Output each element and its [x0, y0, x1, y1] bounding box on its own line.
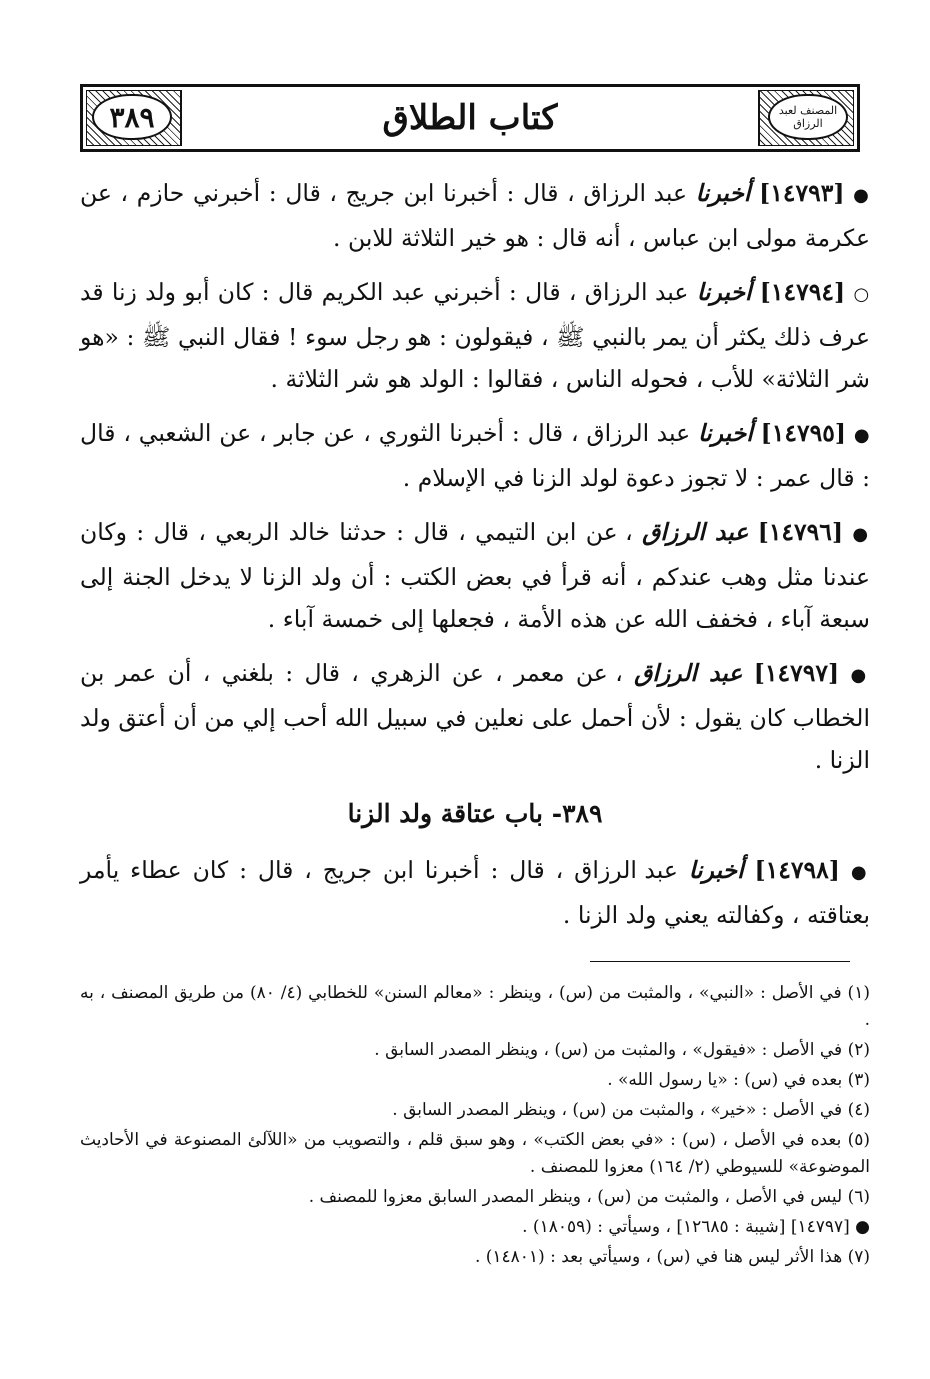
entry-text: عبد الرزاق ، قال : أخبرنا ابن جريج ، قال : أخبرني حازم ، عن عكرمة مولى ابن عباس ، أنه قال : هو خير الثلاثة للابن . [80, 179, 870, 252]
footnotes [80, 980, 870, 1274]
entry-number: [١٤٧٩٣] [759, 179, 845, 207]
entry-text: عبد الرزاق ، قال : أخبرني عبد الكريم قال : كان أبو ولد زنا قد عرف ذلك يكثر أن يمر بالنبي ﷺ ، فيقولون : هو رجل سوء ! فقال النبي ﷺ : «هو شر الثلاثة» للأب ، فحوله الناس ، فقالوا : الولد هو شر الثلاثة . [80, 278, 870, 393]
hadith-entry [80, 849, 870, 936]
entry-marker: ● [853, 425, 870, 446]
page-header [80, 84, 860, 152]
entry-number: [١٤٧٩٦] [757, 518, 844, 546]
footnote: (٣) بعده في (س) : «يا رسول الله» . [607, 1070, 870, 1090]
footnote-separator [590, 961, 850, 962]
chapter-heading: ٣٨٩- باب عتاقة ولد الزنا [347, 799, 603, 828]
entry-text: ، عن معمر ، عن الزهري ، قال : بلغني ، أن عمر بن الخطاب كان يقول : لأن أحمل على نعلين في سبيل الله أحب إلي من أن أعتق ولد الزنا . [80, 659, 870, 774]
entry-number: [١٤٧٩٥] [760, 419, 847, 447]
hadith-entry [80, 271, 870, 400]
footnote: (٧) هذا الأثر ليس هنا في (س) ، وسيأتي بعد : (١٤٨٠١) . [474, 1247, 870, 1267]
entry-marker: ● [850, 665, 870, 686]
entry-isnad: عبد الرزاق [642, 518, 749, 546]
hadith-entry [80, 652, 870, 781]
hadith-entry [80, 172, 870, 259]
hadith-entry [80, 511, 870, 640]
entry-text: عبد الرزاق ، قال : أخبرنا ابن جريج ، قال : كان عطاء يأمر بعتاقته ، وكفالته يعني ولد الزنا . [80, 856, 870, 929]
page-number: ٣٨٩ [109, 100, 155, 134]
entry-marker: ● [850, 862, 870, 883]
entry-isnad: أخبرنا [695, 179, 751, 207]
hadith-entry [80, 412, 870, 499]
footnote: (٦) ليس في الأصل ، والمثبت من (س) ، وينظر المصدر السابق معزوا للمصنف . [308, 1187, 870, 1207]
title-panel [180, 90, 760, 146]
footnote: (٥) بعده في الأصل ، (س) : «في بعض الكتب» ، وهو سبق قلم ، والتصويب من «اللآلئ المصنوعة في الأحاديث الموضوعة» للسيوطي (٢/ ١٦٤) معزوا للمصنف . [80, 1130, 870, 1177]
entry-number: [١٤٧٩٨] [754, 856, 840, 884]
book-title: كتاب الطلاق [382, 98, 558, 138]
main-text [80, 172, 870, 948]
footnote: ● [١٤٧٩٧] [شيبة : ١٢٦٨٥] ، وسيأتي : (١٨٠٥٩) . [522, 1217, 870, 1237]
logo-text: المصنف لعبد الرزاق [778, 104, 838, 130]
footnote: (١) في الأصل : «النبي» ، والمثبت من (س) ، وينظر : «معالم السنن» للخطابي (٤/ ٨٠) من طريق المصنف ، به . [80, 983, 870, 1030]
entry-text: ، عن ابن التيمي ، قال : حدثنا خالد الربعي ، قال : وكان عندنا مثل وهب عندكم ، أنه قرأ في بعض الكتب : أن ولد الزنا لا يدخل الجنة إلى سبعة آباء ، فخفف الله عن هذه الأمة ، فجعلها إلى خمسة آباء . [80, 518, 870, 633]
entry-text: عبد الرزاق ، قال : أخبرنا الثوري ، عن جابر ، عن الشعبي ، قال : قال عمر : لا تجوز دعوة لولد الزنا في الإسلام . [80, 419, 870, 492]
entry-isnad: عبد الرزاق [634, 659, 743, 687]
footnote: (٤) في الأصل : «خير» ، والمثبت من (س) ، وينظر المصدر السابق . [392, 1100, 870, 1120]
entry-isnad: أخبرنا [688, 856, 744, 884]
entry-number: [١٤٧٩٤] [759, 278, 846, 306]
page-number-cartouche [92, 94, 172, 140]
entry-isnad: أخبرنا [696, 278, 752, 306]
entry-isnad: أخبرنا [697, 419, 753, 447]
entry-marker: ○ [853, 284, 870, 305]
footnote: (٢) في الأصل : «فيقول» ، والمثبت من (س) ، وينظر المصدر السابق . [374, 1040, 870, 1060]
entry-number: [١٤٧٩٧] [753, 659, 840, 687]
entry-marker: ● [852, 524, 870, 545]
publisher-logo [768, 94, 848, 140]
entry-marker: ● [853, 185, 870, 206]
